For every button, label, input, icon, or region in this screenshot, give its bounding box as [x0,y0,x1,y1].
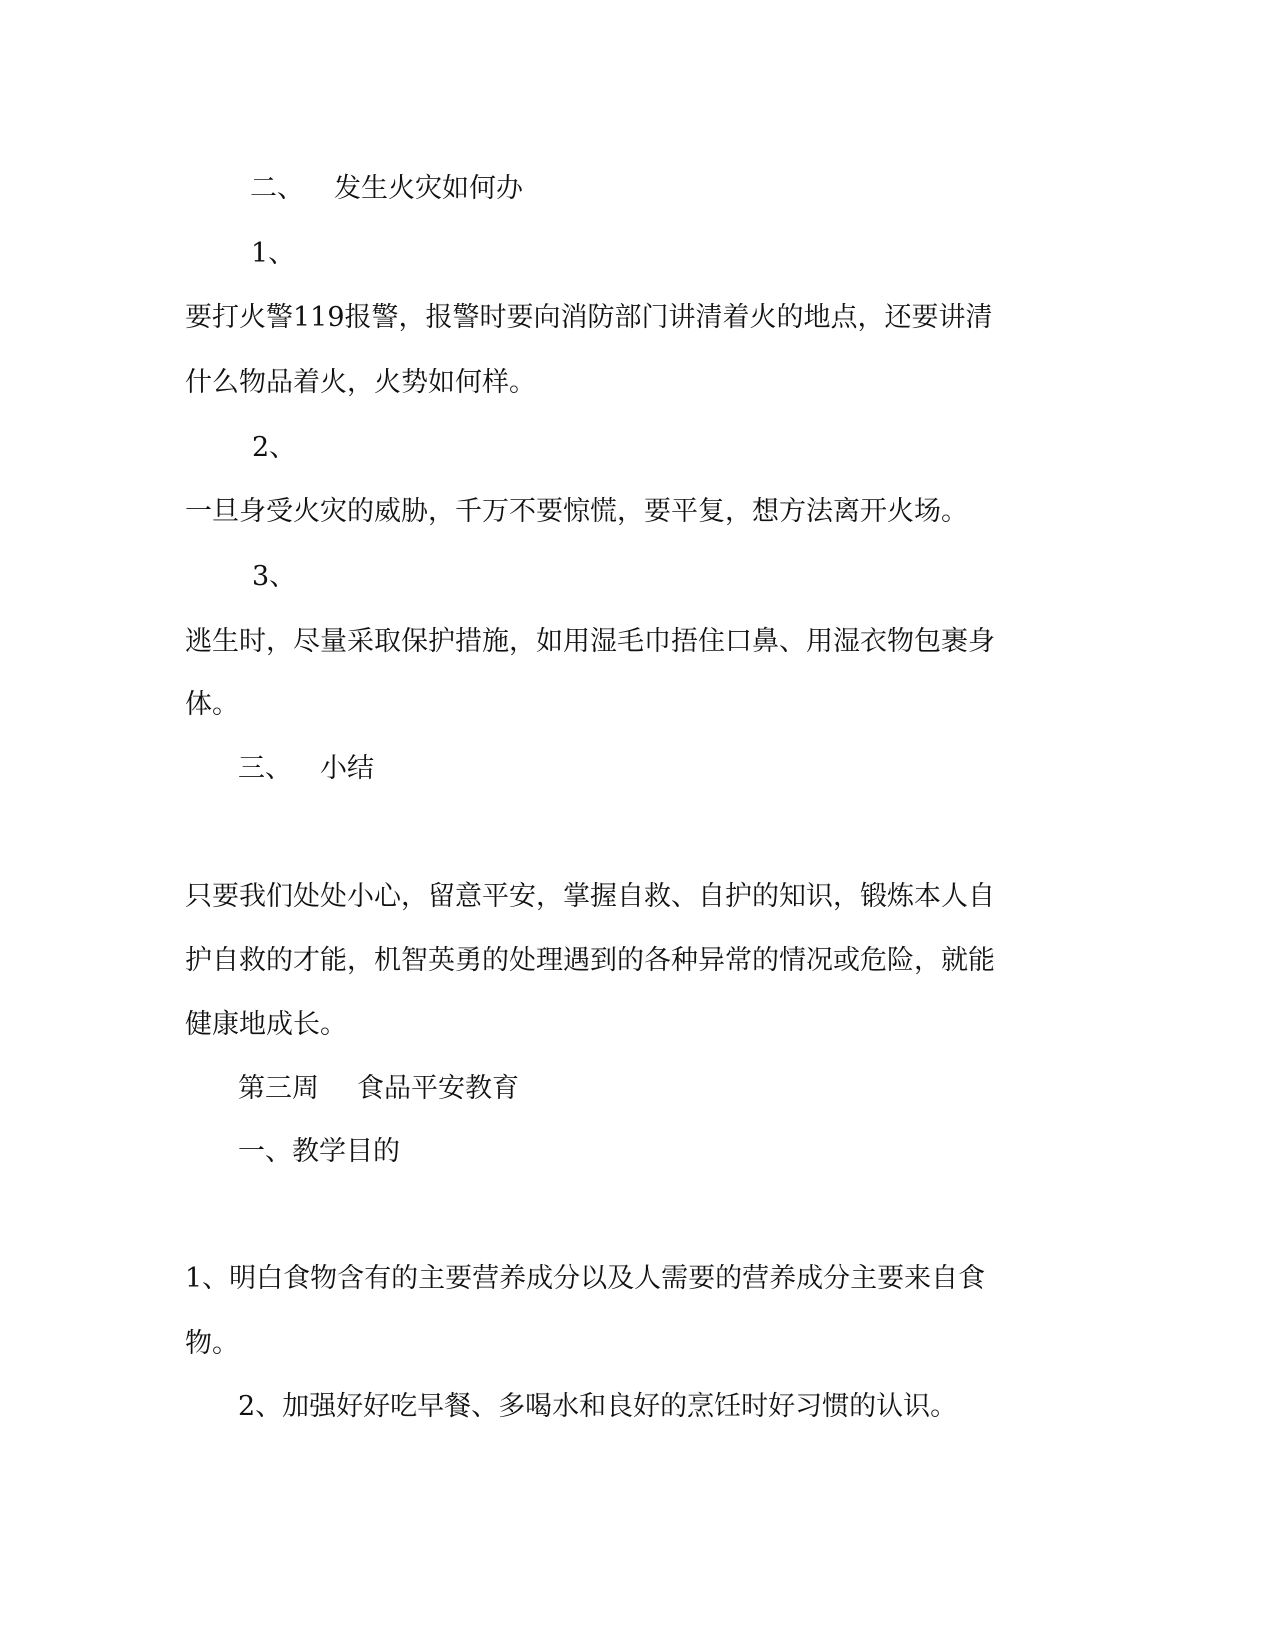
paragraph-line: 一旦身受火灾的威胁，千万不要惊慌，要平复，想方法离开火场。 [185,496,968,527]
item-number: 3、 [252,561,297,592]
objectives-heading: 一、教学目的 [238,1136,400,1167]
section-heading-fire [250,172,523,206]
paragraph-line: 健康地成长。 [185,1009,347,1040]
paragraph-line: 护自救的才能，机智英勇的处理遇到的各种异常的情况或危险，就能 [185,945,995,976]
paragraph-line: 只要我们处处小心，留意平安，掌握自救、自护的知识，锻炼本人自 [185,881,995,912]
section-title: 小结 [320,753,374,784]
section-number: 三、 [238,753,292,784]
paragraph-line: 要打火警119报警，报警时要向消防部门讲清着火的地点，还要讲清 [185,302,993,333]
item-number: 1、 [251,238,296,269]
section-number: 二、 [250,173,304,204]
week-label: 第三周 [238,1073,319,1104]
item-number: 2、 [252,432,297,463]
section-title: 发生火灾如何办 [334,173,523,204]
paragraph-line: 什么物品着火，火势如何样。 [185,367,536,398]
paragraph-line: 逃生时，尽量采取保护措施，如用湿毛巾捂住口鼻、用湿衣物包裹身 [185,626,995,657]
paragraph-line: 体。 [185,689,239,720]
section-heading-summary [238,752,374,786]
paragraph-line: 1、明白食物含有的主要营养成分以及人需要的营养成分主要来自食 [185,1263,986,1294]
paragraph-line: 物。 [185,1328,239,1359]
week-title: 食品平安教育 [357,1073,519,1104]
week-heading [238,1072,519,1106]
paragraph-line: 2、加强好好吃早餐、多喝水和良好的烹饪时好习惯的认识。 [238,1391,958,1422]
